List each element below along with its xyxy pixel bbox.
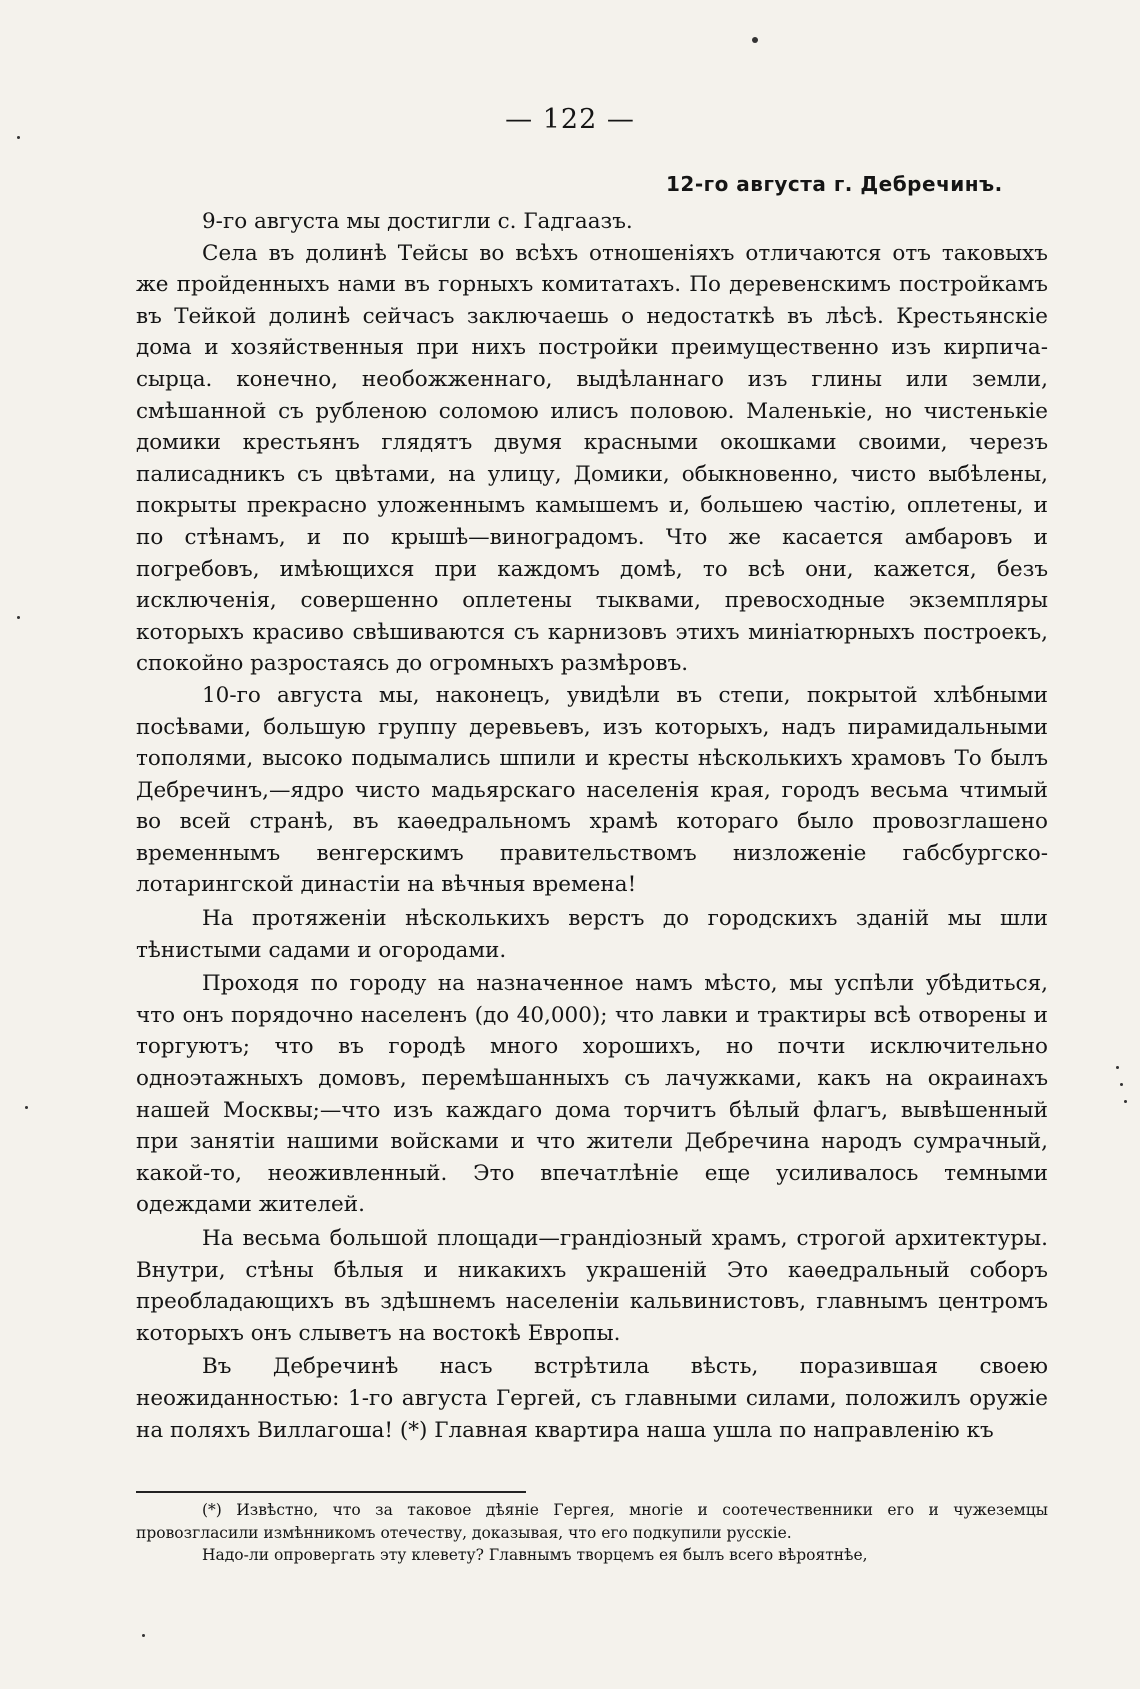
footnotes (136, 1499, 1048, 1567)
scan-speck (1120, 1083, 1123, 1086)
scan-speck (1124, 1100, 1127, 1103)
scan-speck (25, 1106, 28, 1109)
paragraph: 10-го августа мы, наконецъ, увидѣли въ степи, покрытой хлѣбными посѣвами, большую группу деревьевъ, изъ которыхъ, надъ пирамидальными тополями, высоко подымались шпили и кресты нѣсколькихъ храмовъ То былъ Дебречинъ,—ядро чисто мадьярскаго населенія края, городъ весьма чтимый во всей странѣ, въ каѳедральномъ храмѣ котораго было провозглашено временнымъ венгерскимъ правительствомъ низложеніе габсбургско-лотарингской династіи на вѣчныя времена! (136, 682, 1048, 898)
footnote: (*) Извѣстно, что за таковое дѣяніе Гергея, многіе и соотечественники его и чужеземцы провозгласили измѣнникомъ отечеству, доказывая, что его подкупили русскіе. (136, 1501, 1048, 1542)
footnote-divider (136, 1491, 526, 1493)
paragraph: 9-го августа мы достигли с. Гадгаазъ. (202, 209, 633, 234)
footnote: Надо-ли опровергать эту клевету? Главнымъ творцемъ ея былъ всего вѣроятнѣе, (202, 1546, 868, 1564)
scan-speck (142, 1634, 145, 1637)
paragraph: На протяженіи нѣсколькихъ верстъ до городскихъ зданій мы шли тѣнистыми садами и огородами. (136, 906, 1048, 963)
scan-speck (1116, 1066, 1119, 1069)
body-text (136, 206, 1048, 1446)
page-number: — 122 — (505, 104, 635, 135)
scan-speck (17, 616, 20, 619)
scan-speck (752, 37, 758, 43)
scan-speck (17, 136, 20, 139)
dateline: 12-го августа г. Дебречинъ. (666, 172, 1003, 196)
paragraph: Проходя по городу на назначенное намъ мѣсто, мы успѣли убѣдиться, что онъ порядочно населенъ (до 40,000); что лавки и трактиры всѣ отворены и торгуютъ; что въ городѣ много хорошихъ, но почти исключительно одноэтажныхъ домовъ, перемѣшанныхъ съ лачужками, какъ на окраинахъ нашей Москвы;—что изъ каждаго дома торчитъ бѣлый флагъ, вывѣшенный при занятіи нашими войсками и что жители Дебречина народъ сумрачный, какой-то, неоживленный. Это впечатлѣніе еще усиливалось темными одеждами жителей. (136, 971, 1048, 1218)
paragraph: На весьма большой площади—грандіозный храмъ, строгой архитектуры. Внутри, стѣны бѣлыя и никакихъ украшеній Это каѳедральный соборъ преобладающихъ въ здѣшнемъ населеніи кальвинистовъ, главнымъ центромъ которыхъ онъ слыветъ на востокѣ Европы. (136, 1226, 1048, 1346)
paragraph: Въ Дебречинѣ насъ встрѣтила вѣсть, поразившая своею неожиданностью: 1-го августа Гергей, съ главными силами, положилъ оружіе на поляхъ Виллагоша! (*) Главная квартира наша ушла по направленію къ (136, 1354, 1048, 1443)
paragraph: Села въ долинѣ Тейсы во всѣхъ отношеніяхъ отличаются отъ таковыхъ же пройденныхъ нами въ горныхъ комитатахъ. По деревенскимъ постройкамъ въ Тейкой долинѣ сейчасъ заключаешь о недостаткѣ въ лѣсѣ. Крестьянскіе дома и хозяйственныя при нихъ постройки преимущественно изъ кирпича-сырца. конечно, необожженнаго, выдѣланнаго изъ глины или земли, смѣшанной съ рубленою соломою илисъ половою. Маленькіе, но чистенькіе домики крестьянъ глядятъ двумя красными окошками своими, черезъ палисадникъ съ цвѣтами, на улицу, Домики, обыкновенно, чисто выбѣлены, покрыты прекрасно уложеннымъ камышемъ и, большею частію, оплетены, и по стѣнамъ, и по крышѣ—виноградомъ. Что же касается амбаровъ и погребовъ, имѣющихся при каждомъ домѣ, то всѣ они, кажется, безъ исключенія, совершенно оплетены тыквами, превосходные экземпляры которыхъ красиво свѣшиваются съ карнизовъ этихъ миніатюрныхъ построекъ, спокойно разростаясь до огромныхъ размѣровъ. (136, 240, 1048, 677)
